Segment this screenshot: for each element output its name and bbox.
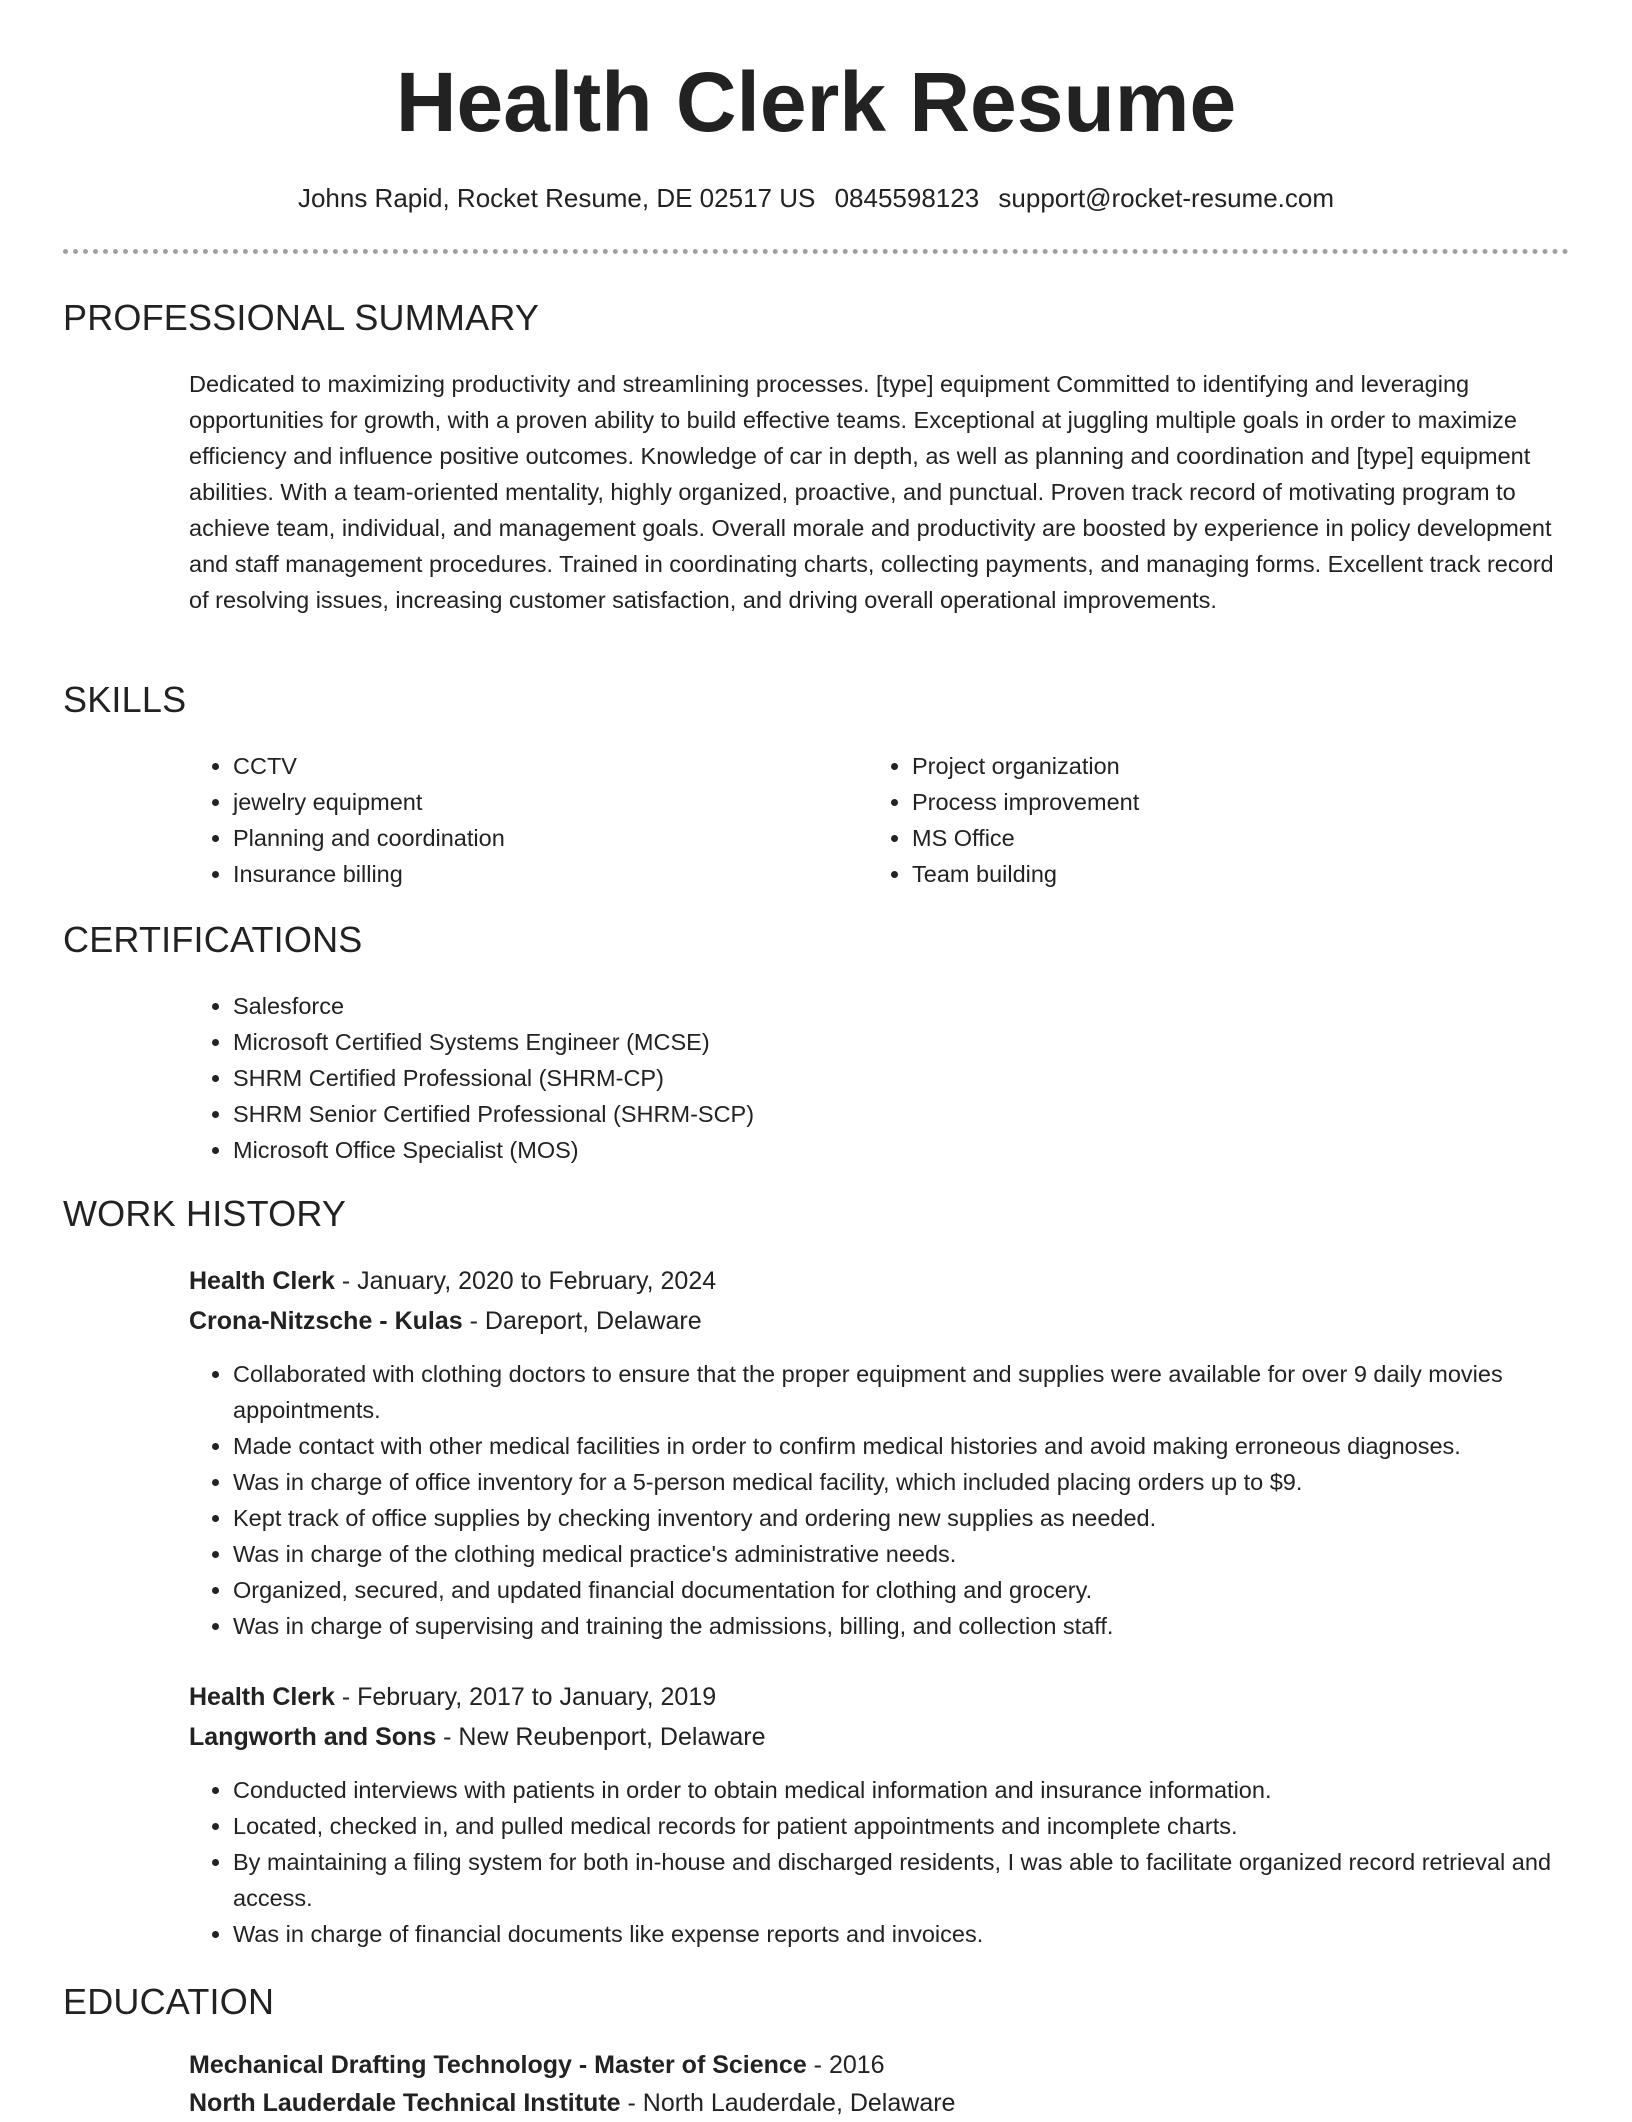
contact-phone: 0845598123 (834, 183, 980, 213)
skill-item: • Insurance billing (233, 856, 853, 892)
job-title-line (189, 1262, 716, 1300)
job-title-line (189, 1678, 716, 1716)
certifications-list (189, 988, 1613, 1168)
job-duty-item: • By maintaining a filing system for both in-house and discharged residents, I was able to facilitate organized record retrieval and access. (233, 1844, 1613, 1916)
job-duty-item: • Was in charge of the clothing medical practice's administrative needs. (233, 1536, 1613, 1572)
job-duty-item: • Kept track of office supplies by checking inventory and ordering new supplies as needed. (233, 1500, 1613, 1536)
resume-title: Health Clerk Resume (395, 55, 1237, 149)
skill-item: • Process improvement (912, 784, 1532, 820)
education-degree: Mechanical Drafting Technology - Master of Science (189, 2051, 807, 2079)
certification-item: • Microsoft Certified Systems Engineer (MCSE) (233, 1024, 1613, 1060)
skill-item: • Project organization (912, 748, 1532, 784)
education-heading: EDUCATION (63, 1981, 275, 2022)
certification-item: • SHRM Certified Professional (SHRM-CP) (233, 1060, 1613, 1096)
skill-item: • Planning and coordination (233, 820, 853, 856)
job-company: Crona-Nitzsche - Kulas (189, 1307, 463, 1335)
job-duty-item: • Was in charge of office inventory for a 5-person medical facility, which included placing orders up to $9. (233, 1464, 1613, 1500)
job-duties-list (189, 1356, 1613, 1644)
job-duty-item: • Was in charge of financial documents like expense reports and invoices. (233, 1916, 1613, 1952)
job-duty-item: • Conducted interviews with patients in order to obtain medical information and insurance information. (233, 1772, 1613, 1808)
job-company: Langworth and Sons (189, 1723, 437, 1751)
job-title: Health Clerk (189, 1683, 335, 1711)
skills-list-left (189, 748, 853, 892)
job-company-line (189, 1718, 766, 1756)
certifications-heading: CERTIFICATIONS (63, 919, 363, 960)
job-duty-item: • Located, checked in, and pulled medical records for patient appointments and incomplete charts. (233, 1808, 1613, 1844)
job-duty-item: • Made contact with other medical facilities in order to confirm medical histories and avoid making erroneous diagnoses. (233, 1428, 1613, 1464)
job-location: - New Reubenport, Delaware (436, 1723, 766, 1751)
education-school: North Lauderdale Technical Institute (189, 2089, 621, 2117)
skill-item: • jewelry equipment (233, 784, 853, 820)
job-dates: - February, 2017 to January, 2019 (334, 1683, 717, 1711)
summary-text: Dedicated to maximizing productivity and streamlining processes. [type] equipment Committed to identifying and leveraging opportunities for growth, with a proven ability to build effective teams. Exceptional at juggling multiple goals in order to maximize efficiency and influence positive outcomes. Knowledge of car in depth, as well as planning and coordination and [type] equipment abilities. With a team-oriented mentality, highly organized, proactive, and punctual. Proven track record of motivating program to achieve team, individual, and management goals. Overall morale and productivity are boosted by experience in policy development and staff management procedures. Trained in coordinating charts, collecting payments, and managing forms. Excellent track record of resolving issues, increasing customer satisfaction, and driving overall operational improvements. (189, 371, 1554, 613)
education-school-line (189, 2084, 955, 2122)
skill-item: • CCTV (233, 748, 853, 784)
certification-item: • Microsoft Office Specialist (MOS) (233, 1132, 1613, 1168)
skill-item: • Team building (912, 856, 1532, 892)
certification-item: • SHRM Senior Certified Professional (SHRM-SCP) (233, 1096, 1613, 1132)
skill-item: • MS Office (912, 820, 1532, 856)
job-title: Health Clerk (189, 1267, 335, 1295)
job-location: - Dareport, Delaware (462, 1307, 702, 1335)
job-dates: - January, 2020 to February, 2024 (334, 1267, 717, 1295)
certification-item: • Salesforce (233, 988, 1613, 1024)
education-degree-line (189, 2046, 885, 2084)
job-duties-list (189, 1772, 1613, 1952)
contact-line (0, 180, 1632, 216)
job-company-line (189, 1302, 702, 1340)
contact-email: support@rocket-resume.com (998, 183, 1335, 213)
job-duty-item: • Was in charge of supervising and training the admissions, billing, and collection staff. (233, 1608, 1613, 1644)
contact-address: Johns Rapid, Rocket Resume, DE 02517 US (297, 183, 816, 213)
skills-list-right (868, 748, 1532, 892)
job-duty-item: • Organized, secured, and updated financial documentation for clothing and grocery. (233, 1572, 1613, 1608)
education-location: - North Lauderdale, Delaware (620, 2089, 956, 2117)
work-history-heading: WORK HISTORY (63, 1193, 347, 1234)
skills-heading: SKILLS (63, 679, 187, 720)
job-duty-item: • Collaborated with clothing doctors to ensure that the proper equipment and supplies were available for over 9 daily movies appointments. (233, 1356, 1613, 1428)
header-divider (63, 249, 1569, 254)
summary-heading: PROFESSIONAL SUMMARY (63, 297, 540, 338)
education-year: - 2016 (806, 2051, 885, 2079)
